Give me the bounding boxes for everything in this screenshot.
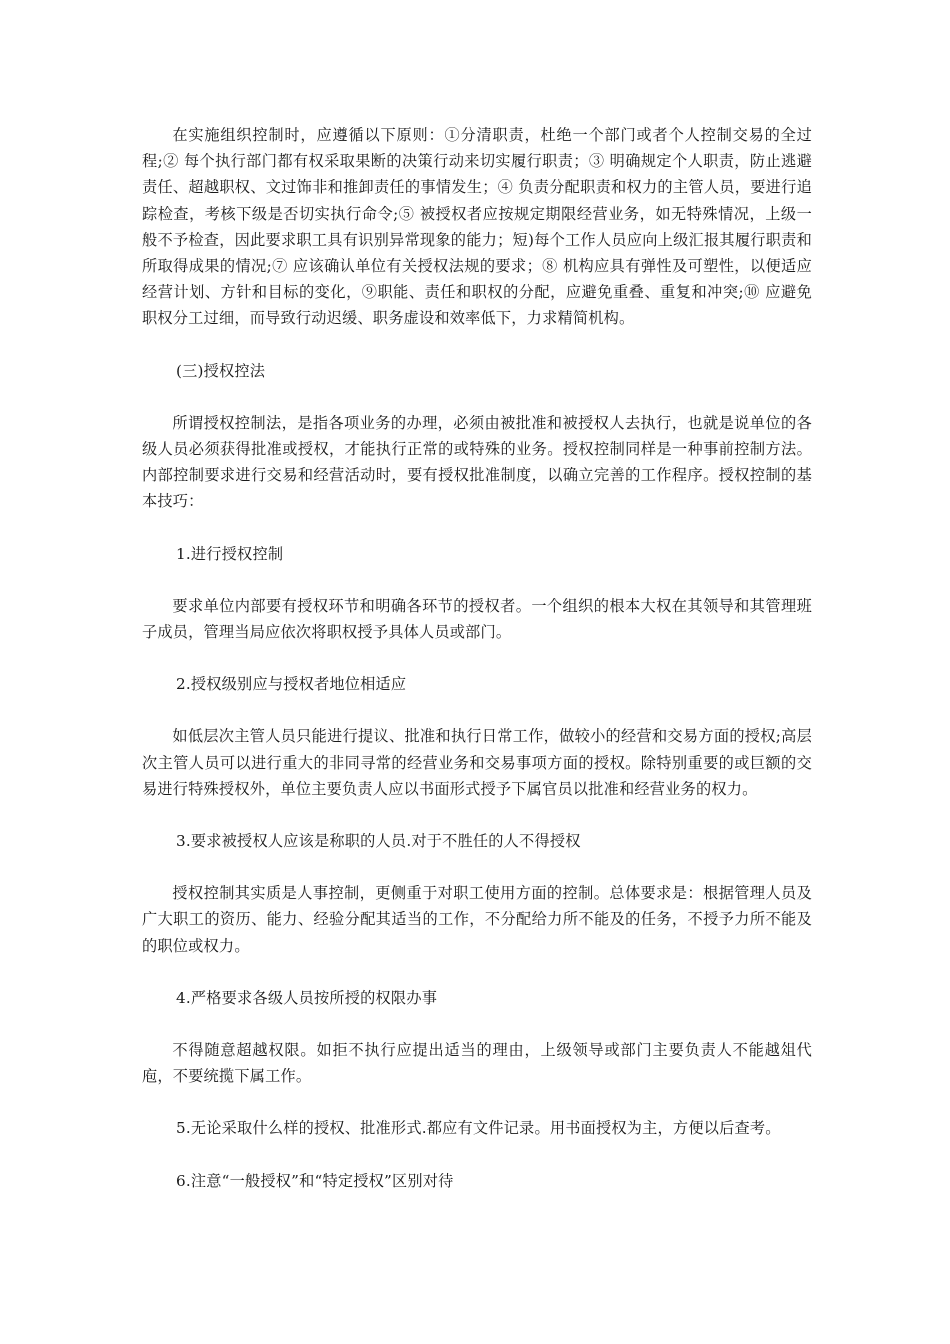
paragraph-organization-control-principles: 在实施组织控制时，应遵循以下原则：①分清职责，杜绝一个部门或者个人控制交易的全过程;② 每个执行部门都有权采取果断的决策行动来切实履行职责；③ 明确规定个人职责，防止逃避责任、超越职权、文过饰非和推卸责任的事情发生；④ 负责分配职责和权力的主管人员，要进行追踪检查，考核下级是否切实执行命令;⑤ 被授权者应按规定期限经营业务，如无特殊情况，上级一般不予检查，因此要求职工具有识别异常现象的能力；短)每个工作人员应向上级汇报其履行职责和所取得成果的情况;⑦ 应该确认单位有关授权法规的要求；⑧ 机构应具有弹性及可塑性，以便适应经营计划、方针和目标的变化，⑨职能、责任和职权的分配，应避免重叠、重复和冲突;⑩ 应避免职权分工过细，而导致行动迟缓、职务虚设和效率低下，力求精简机构。	[142, 126, 812, 328]
item-heading-1: 1.进行授权控制	[176, 544, 284, 563]
paragraph-item-1: 要求单位内部要有授权环节和明确各环节的授权者。一个组织的根本大权在其领导和其管理班子成员，管理当局应依次将职权授予具体人员或部门。	[142, 596, 812, 642]
item-heading-3: 3.要求被授权人应该是称职的人员.对于不胜任的人不得授权	[176, 832, 581, 851]
paragraph-item-2: 如低层次主管人员只能进行提议、批准和执行日常工作，做较小的经营和交易方面的授权;高层次主管人员可以进行重大的非同寻常的经营业务和交易事项方面的授权。除特别重要的或巨额的交易进行特殊授权外，单位主要负责人应以书面形式授予下属官员以批准和经营业务的权力。	[142, 727, 812, 798]
document-body	[142, 122, 812, 1194]
paragraph-item-3: 授权控制其实质是人事控制，更侧重于对职工使用方面的控制。总体要求是：根据管理人员及广大职工的资历、能力、经验分配其适当的工作，不分配给力所不能及的任务，不授予力所不能及的职位或权力。	[142, 884, 812, 955]
section-heading-authorization-control: (三)授权控法	[176, 361, 266, 380]
item-heading-2: 2.授权级别应与授权者地位相适应	[176, 675, 407, 694]
item-heading-5: 5.无论采取什么样的授权、批准形式.都应有文件记录。用书面授权为主，方便以后查考。	[176, 1119, 781, 1138]
item-heading-4: 4.严格要求各级人员按所授的权限办事	[176, 988, 438, 1007]
paragraph-authorization-definition: 所谓授权控制法，是指各项业务的办理，必须由被批准和被授权人去执行，也就是说单位的各级人员必须获得批准或授权，才能执行正常的或特殊的业务。授权控制同样是一种事前控制方法。内部控制要求进行交易和经营活动时，要有授权批准制度，以确立完善的工作程序。授权控制的基本技巧：	[142, 413, 812, 511]
item-heading-6: 6.注意“一般授权”和“特定授权”区别对待	[176, 1171, 454, 1190]
paragraph-item-4: 不得随意超越权限。如拒不执行应提出适当的理由，上级领导或部门主要负责人不能越俎代庖，不要统揽下属工作。	[142, 1041, 812, 1086]
